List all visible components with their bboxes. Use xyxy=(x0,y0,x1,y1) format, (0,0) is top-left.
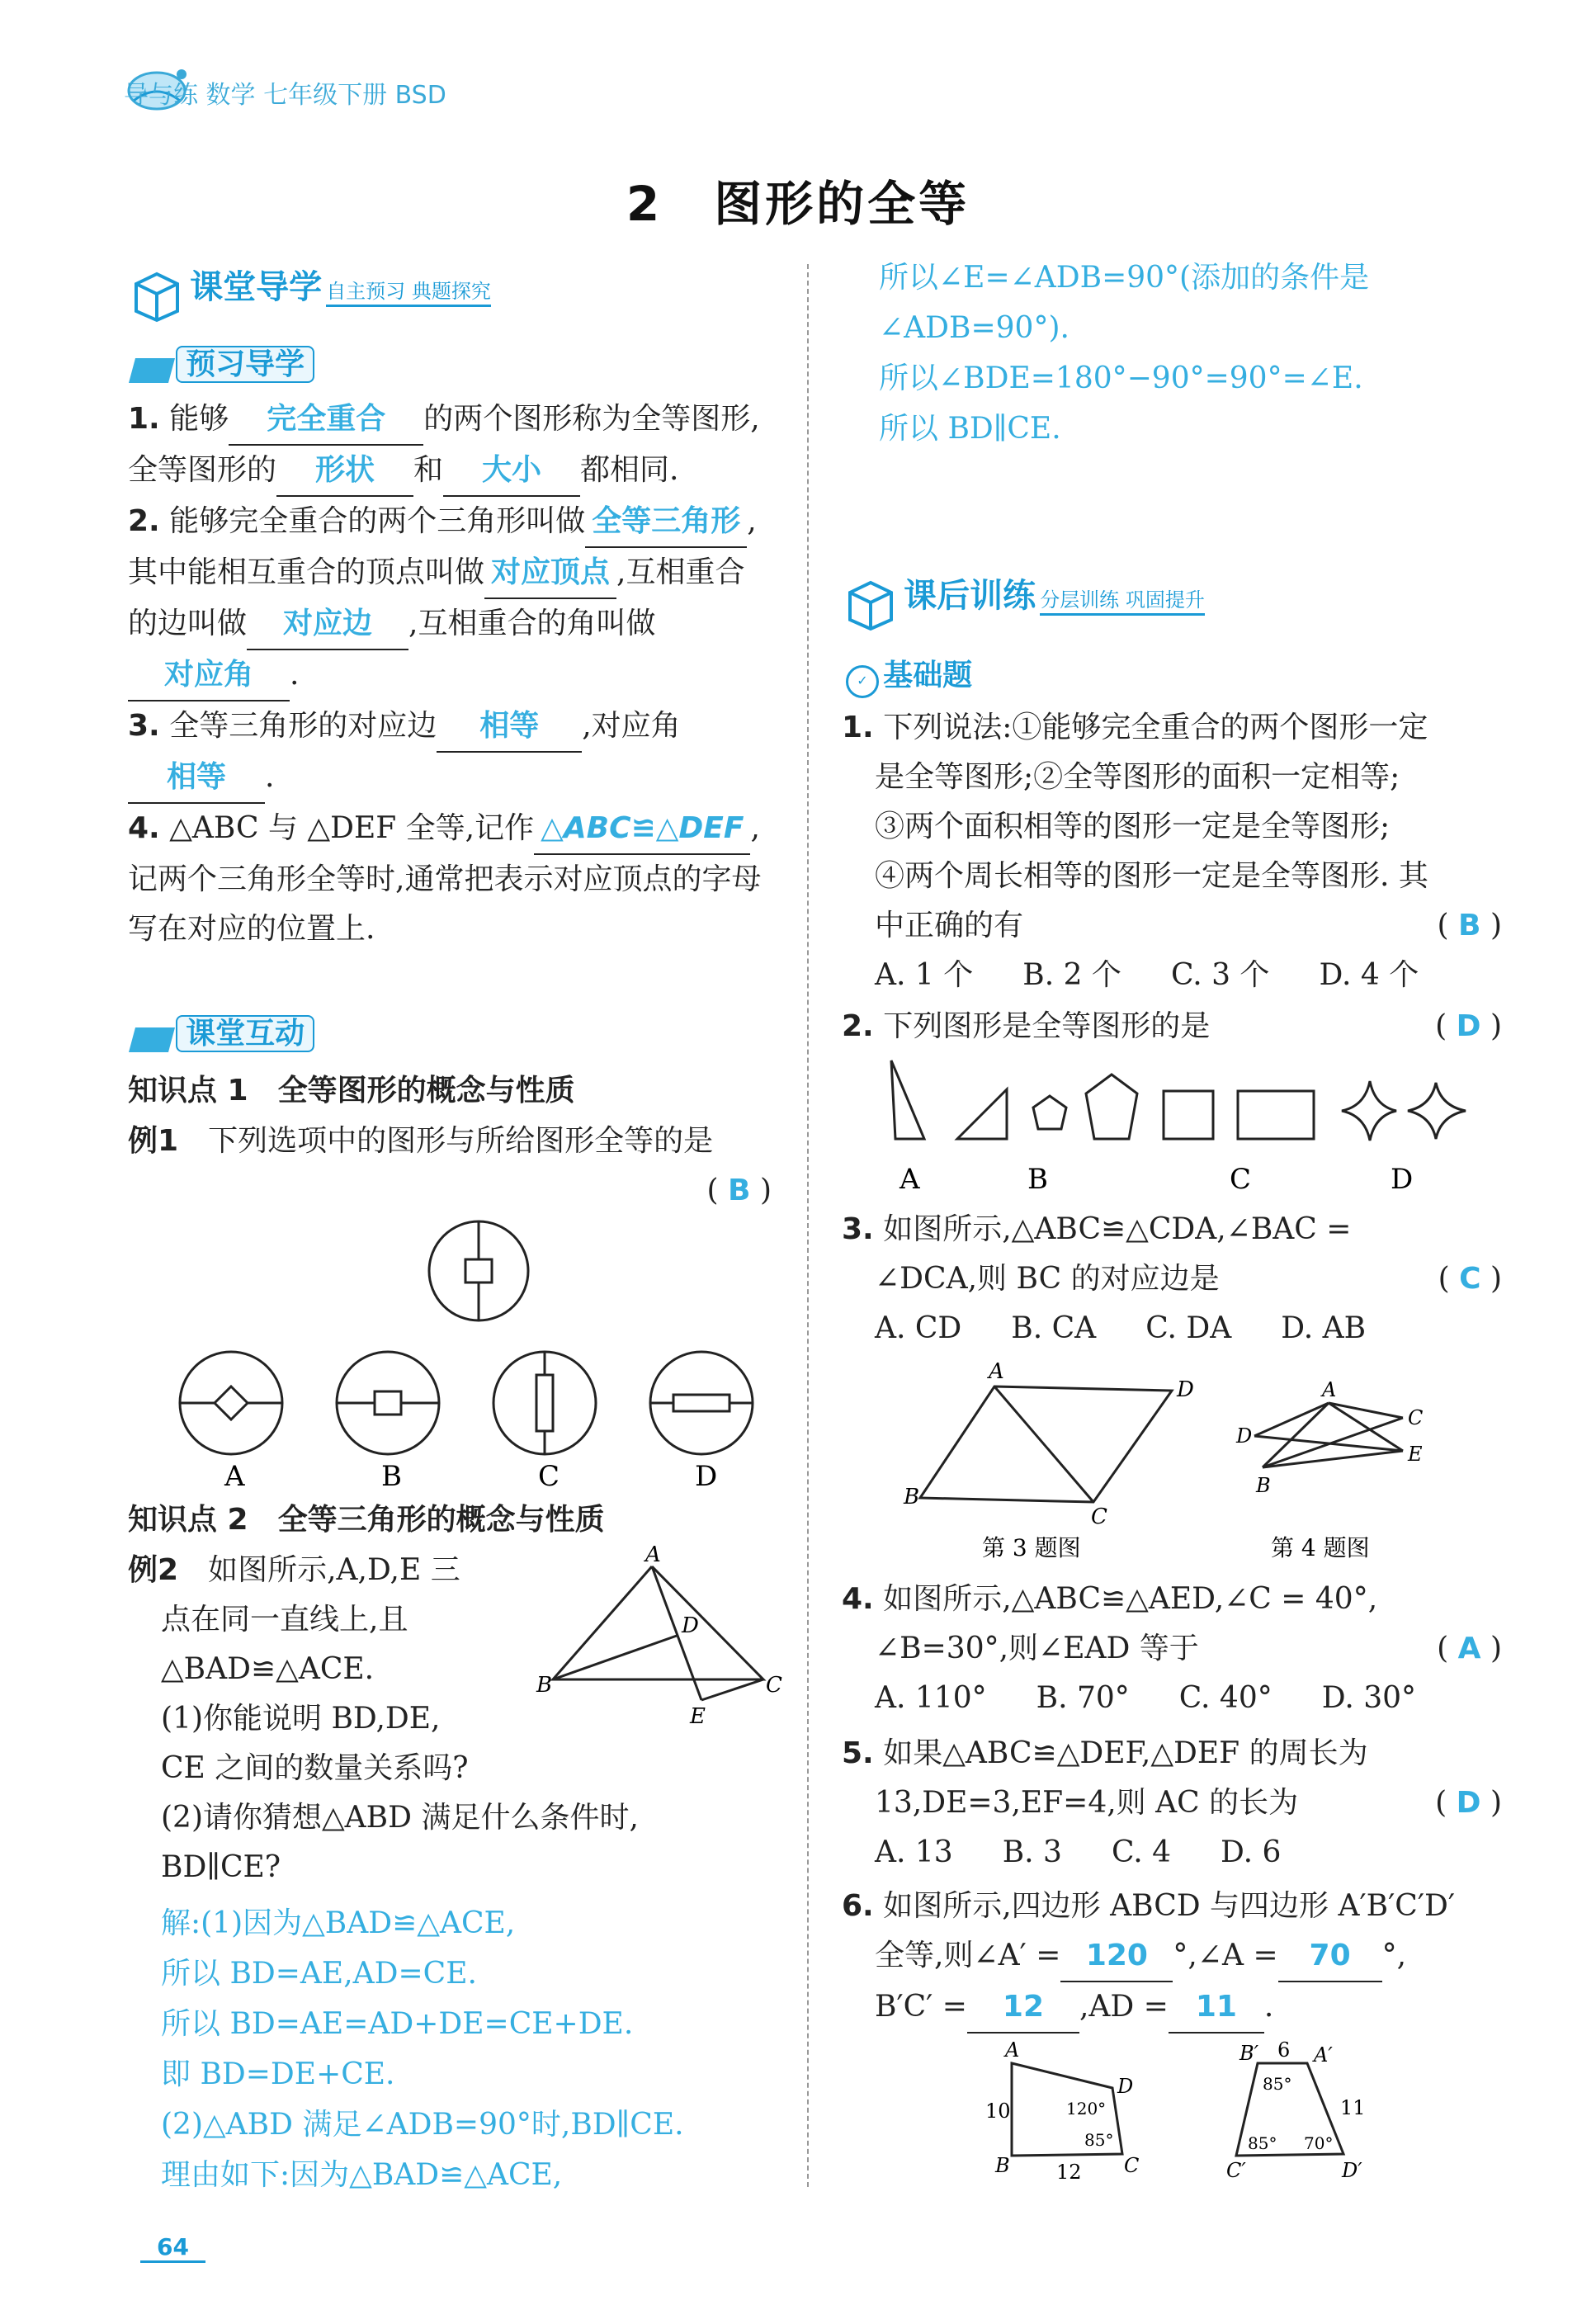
tag-marker-icon xyxy=(129,1027,175,1052)
choice-a-figure xyxy=(180,1352,282,1454)
figure-caption: 第 4 题图 xyxy=(1271,1534,1370,1560)
choice-label: D xyxy=(695,1460,718,1493)
point-label: B′ xyxy=(1239,2042,1259,2065)
knowledge-point-2: 知识点 2 全等三角形的概念与性质 xyxy=(128,1503,605,1537)
problem-2: 2. 下列图形是全等图形的是 ( D ) xyxy=(842,1009,1502,1043)
point-label: D xyxy=(682,1613,699,1638)
problem-4-figure xyxy=(1230,1378,1502,1560)
choice-label: A xyxy=(900,1163,920,1196)
book-header: 导与练 数学 七年级下册 BSD xyxy=(124,81,446,110)
side-label: 12 xyxy=(1056,2161,1082,2184)
problem-2-figure xyxy=(875,1056,1502,1197)
point-label: B xyxy=(995,2154,1010,2177)
angle-label: 85° xyxy=(1263,2074,1292,2094)
point-label: B xyxy=(904,1485,920,1509)
basic-heading xyxy=(846,652,972,698)
answer-blank: 相等 xyxy=(128,753,265,804)
answer: B xyxy=(728,1174,751,1207)
question-3: 3. 全等三角形的对应边 相等 ,对应角相等 . xyxy=(128,701,772,804)
problem-3: 3. 如图所示,△ABC≌△CDA,∠BAC = ∠DCA,则 BC 的对应边是 ( C ) A. CD B. CA C. DA D. AB xyxy=(842,1212,1502,1345)
choice-label: B xyxy=(1027,1163,1048,1196)
choice-b-figure xyxy=(337,1352,439,1454)
answer-blank: 70 xyxy=(1278,1931,1382,1982)
answer-blank: 11 xyxy=(1169,1982,1264,2034)
choice-d-figure xyxy=(650,1352,753,1454)
cube-icon xyxy=(842,574,900,632)
reference-circle xyxy=(429,1221,528,1320)
point-label: B xyxy=(536,1673,553,1698)
point-label: C xyxy=(1091,1504,1107,1529)
point-label: C xyxy=(1124,2154,1140,2177)
knowledge-point-1: 知识点 1 全等图形的概念与性质 xyxy=(128,1074,575,1108)
point-label: D xyxy=(1236,1424,1253,1448)
point-label: D xyxy=(1177,1377,1194,1402)
side-label: 10 xyxy=(985,2100,1011,2123)
question-4: 4. △ABC 与 △DEF 全等,记作 △ABC≌△DEF ,记两个三角形全等时,通常把表示对应顶点的字母写在对应的位置上. xyxy=(128,804,772,954)
example-1-figure xyxy=(149,1213,776,1494)
tag-preview xyxy=(132,341,314,383)
problem-1: 1. 下列说法:①能够完全重合的两个图形一定 是全等图形;②全等图形的面积一定相等; ③两个面积相等的图形一定是全等图形; ④两个周长相等的图形一定是全等图形. 其 中正确的有 ( B ) A. 1 个 B. 2 个 C. 3 个 D. 4 个 xyxy=(842,711,1502,992)
answer: C xyxy=(1459,1262,1481,1296)
choice-label: C xyxy=(538,1460,560,1493)
tag-label: 预习导学 xyxy=(176,346,314,383)
page-number: 64 xyxy=(140,2233,205,2263)
section-subtitle: 分层训练 巩固提升 xyxy=(1040,588,1205,616)
page-title: 2 图形的全等 xyxy=(626,176,970,232)
section-header-classroom xyxy=(128,261,491,324)
point-label: A xyxy=(1005,2038,1020,2062)
side-label: 6 xyxy=(1277,2038,1291,2062)
answer-blank: 120 xyxy=(1060,1931,1173,1982)
answer-blank: 对应角 xyxy=(128,650,290,701)
point-label: C xyxy=(766,1673,782,1698)
answer-blank: 完全重合 xyxy=(229,394,423,446)
choice-label: C xyxy=(1230,1163,1252,1196)
angle-label: 85° xyxy=(1248,2133,1277,2153)
answer-blank: 相等 xyxy=(437,701,582,753)
point-label: D xyxy=(1117,2075,1134,2098)
problem-5: 5. 如果△ABC≌△DEF,△DEF 的周长为 13,DE=3,EF=4,则 AC 的长为 ( D ) A. 13 B. 3 C. 4 D. 6 xyxy=(842,1736,1502,1869)
point-label: B xyxy=(1256,1474,1271,1497)
answer-blank: 全等三角形 xyxy=(585,497,747,548)
point-label: C′ xyxy=(1226,2159,1246,2182)
tag-label: 课堂互动 xyxy=(176,1015,314,1052)
problem-6: 6. 如图所示,四边形 ABCD 与四边形 A′B′C′D′ 全等,则∠A′ = 120 °,∠A = 70 °, B′C′ = 12 ,AD = 11 . xyxy=(842,1882,1502,2034)
answer-blank: 对应边 xyxy=(247,599,408,650)
problem-6-figure xyxy=(974,2038,1502,2195)
choice-label: A xyxy=(224,1460,245,1493)
figure-caption: 第 3 题图 xyxy=(982,1534,1081,1560)
solution-continued: 所以∠E=∠ADB=90°(添加的条件是 ∠ADB=90°). 所以∠BDE=180°−90°=90°=∠E. 所以 BD∥CE. xyxy=(879,261,1370,446)
question-2: 2. 能够完全重合的两个三角形叫做 全等三角形 ,其中能相互重合的顶点叫做 对应顶点 ,互相重合的边叫做 对应边 ,互相重合的角叫做对应角 . xyxy=(128,497,772,701)
point-label: A xyxy=(989,1359,1004,1384)
basic-title: 基础题 xyxy=(883,659,973,692)
choice-label: B xyxy=(381,1460,402,1493)
answer-blank: 对应顶点 xyxy=(484,548,616,599)
answer: D xyxy=(1456,1786,1481,1820)
angle-label: 85° xyxy=(1084,2130,1114,2150)
point-label: A xyxy=(1322,1378,1337,1401)
choice-label: D xyxy=(1391,1163,1414,1196)
problem-4: 4. 如图所示,△ABC≌△AED,∠C = 40°, ∠B=30°,则∠EAD 等于 ( A ) A. 110° B. 70° C. 40° D. 30° xyxy=(842,1582,1502,1715)
column-divider xyxy=(807,264,809,2187)
point-label: A′ xyxy=(1314,2043,1333,2067)
point-label: C xyxy=(1408,1406,1424,1429)
answer: A xyxy=(1457,1632,1481,1665)
question-1: 1. 能够 完全重合 的两个图形称为全等图形,全等图形的 形状 和 大小 都相同. xyxy=(128,394,772,497)
section-title: 课后训练 xyxy=(904,577,1036,615)
answer-blank: 12 xyxy=(967,1982,1079,2034)
section-header-homework xyxy=(842,569,1205,632)
answer: D xyxy=(1456,1009,1481,1043)
check-icon: ✓ xyxy=(846,665,879,698)
example-2: 例2 如图所示,A,D,E 三 点在同一直线上,且 △BAD≌△ACE. (1)你能说明 BD,DE, CE 之间的数量关系吗? (2)请你猜想△ABD 满足什么条件时, BD∥CE? xyxy=(128,1553,639,1884)
tag-marker-icon xyxy=(129,358,175,383)
point-label: A xyxy=(645,1543,661,1567)
point-label: D′ xyxy=(1342,2159,1362,2182)
choice-c-figure xyxy=(493,1352,596,1454)
side-label: 11 xyxy=(1340,2096,1366,2119)
answer: B xyxy=(1458,909,1481,942)
answer-blank: 形状 xyxy=(276,446,413,497)
section-title: 课堂导学 xyxy=(190,268,323,306)
point-label: E xyxy=(1408,1443,1423,1466)
example-2-solution: 解:(1)因为△BAD≌△ACE, 所以 BD=AE,AD=CE. 所以 BD=AE=AD+DE=CE+DE. 即 BD=DE+CE. (2)△ABD 满足∠ADB=90°时,BD∥CE. 理由如下:因为△BAD≌△ACE, xyxy=(161,1906,684,2192)
example-1: 例1 下列选项中的图形与所给图形全等的是 ( B ) xyxy=(128,1124,772,1207)
answer-blank: △ABC≌△DEF xyxy=(534,804,750,855)
section-subtitle: 自主预习 典题探究 xyxy=(326,280,491,307)
point-label: E xyxy=(690,1704,706,1729)
angle-label: 70° xyxy=(1304,2133,1334,2153)
preview-questions xyxy=(128,394,772,954)
problem-3-figure xyxy=(900,1353,1213,1560)
cube-icon xyxy=(128,266,186,324)
example-2-figure xyxy=(528,1543,784,1733)
tag-interaction xyxy=(132,1010,314,1052)
answer-blank: 大小 xyxy=(443,446,580,497)
angle-label: 120° xyxy=(1066,2099,1107,2119)
